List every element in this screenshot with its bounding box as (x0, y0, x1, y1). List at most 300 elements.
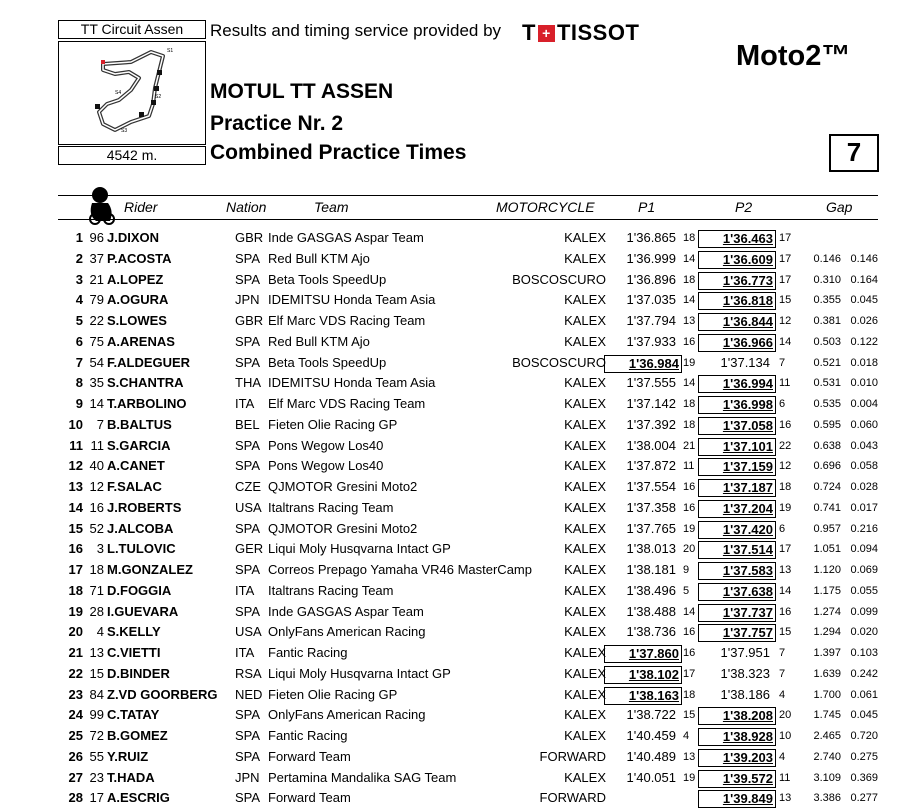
motorcycle-cell: KALEX (564, 396, 606, 411)
rider-name-cell: B.GOMEZ (107, 728, 168, 743)
nation-cell: JPN (235, 769, 260, 785)
rider-number-cell: 71 (89, 582, 104, 598)
rider-number-cell: 21 (89, 271, 104, 287)
svg-text:S1: S1 (167, 48, 174, 54)
table-row (0, 747, 909, 768)
p2-time-cell: 1'37.159 (698, 458, 776, 476)
p2-time-cell: 1'36.966 (698, 334, 776, 352)
rider-number-cell: 28 (89, 603, 104, 619)
p1-time-cell: 1'37.860 (604, 645, 682, 663)
table-row (0, 768, 909, 789)
gap-first-cell: 1.175 (813, 584, 841, 597)
p1-lap-cell: 13 (683, 750, 696, 763)
gap-previous-cell: 0.010 (850, 377, 878, 390)
gap-first-cell: 1.397 (813, 647, 841, 659)
gap-previous-cell: 0.242 (850, 667, 878, 680)
rider-name-cell: I.GUEVARA (107, 603, 179, 619)
rider-number-cell: 18 (89, 562, 104, 577)
motorcycle-cell: KALEX (564, 250, 606, 266)
position-cell: 9 (75, 396, 83, 411)
p2-time-cell: 1'37.101 (698, 438, 776, 456)
motorcycle-cell: KALEX (564, 520, 606, 536)
p2-time-cell: 1'39.849 (698, 790, 776, 808)
p1-time-cell: 1'38.004 (626, 437, 676, 453)
p2-lap-cell: 13 (779, 564, 792, 576)
gap-previous-cell: 0.720 (850, 730, 878, 742)
rider-number-cell: 3 (96, 541, 104, 557)
rider-name-cell: J.ROBERTS (107, 499, 182, 515)
team-cell: Fantic Racing (268, 728, 348, 743)
gap-previous-cell: 0.028 (850, 481, 878, 493)
p1-time-cell: 1'37.142 (626, 396, 676, 411)
p1-time-cell: 1'37.794 (626, 313, 676, 328)
p1-lap-cell: 14 (683, 377, 696, 390)
rider-name-cell: A.OGURA (107, 292, 169, 308)
rider-name-cell: P.ACOSTA (107, 250, 172, 266)
svg-text:S4: S4 (115, 90, 122, 96)
p1-time-cell: 1'37.358 (626, 499, 676, 515)
column-motorcycle: MOTORCYCLE (496, 199, 595, 215)
table-row (0, 228, 909, 249)
gap-first-cell: 2.465 (813, 730, 841, 742)
gap-previous-cell: 0.277 (850, 792, 878, 805)
motorcycle-cell: KALEX (564, 479, 606, 494)
rider-number-cell: 54 (89, 354, 104, 370)
team-cell: Pertamina Mandalika SAG Team (268, 769, 457, 785)
motorcycle-cell: KALEX (564, 728, 606, 743)
team-cell: Fieten Olie Racing GP (268, 686, 398, 702)
motorcycle-cell: KALEX (564, 292, 606, 308)
team-cell: Pons Wegow Los40 (268, 458, 384, 474)
rider-number-cell: 99 (89, 707, 104, 723)
nation-cell: SPA (235, 790, 261, 806)
rider-number-cell: 37 (89, 250, 104, 266)
p2-time-cell: 1'37.134 (720, 354, 770, 370)
motorcycle-cell: FORWARD (539, 748, 606, 764)
p1-lap-cell: 15 (683, 709, 696, 722)
gap-previous-cell: 0.146 (850, 252, 878, 265)
p1-lap-cell: 21 (683, 439, 696, 452)
p2-lap-cell: 4 (779, 688, 786, 701)
table-row (0, 602, 909, 623)
position-cell: 12 (68, 458, 83, 474)
p2-lap-cell: 4 (779, 750, 786, 763)
p1-lap-cell: 13 (683, 315, 696, 327)
table-row (0, 456, 909, 477)
p2-lap-cell: 17 (779, 252, 792, 265)
rider-name-cell: C.VIETTI (107, 645, 161, 660)
position-cell: 15 (68, 520, 83, 536)
table-row (0, 249, 909, 270)
track-length: 4542 m. (58, 146, 206, 165)
position-cell: 6 (75, 333, 83, 349)
position-cell: 23 (68, 686, 83, 702)
rider-name-cell: F.ALDEGUER (107, 354, 191, 370)
rider-name-cell: T.ARBOLINO (107, 396, 187, 411)
p2-lap-cell: 22 (779, 439, 792, 452)
p1-time-cell: 1'38.102 (604, 666, 682, 684)
table-row (0, 726, 909, 747)
gap-previous-cell: 0.216 (850, 522, 878, 535)
nation-cell: SPA (235, 562, 261, 577)
position-cell: 10 (68, 416, 83, 432)
gap-previous-cell: 0.017 (850, 501, 878, 514)
gap-first-cell: 0.531 (813, 377, 841, 390)
position-cell: 14 (68, 499, 83, 515)
tissot-brand-text: TISSOT (556, 20, 640, 45)
team-cell: Red Bull KTM Ajo (268, 333, 370, 349)
rider-name-cell: T.HADA (107, 769, 155, 785)
p2-lap-cell: 7 (779, 667, 786, 680)
column-team: Team (314, 199, 349, 215)
table-row (0, 664, 909, 685)
p1-time-cell: 1'38.181 (626, 562, 676, 577)
p2-lap-cell: 17 (779, 273, 792, 286)
position-cell: 17 (68, 562, 83, 577)
gap-previous-cell: 0.103 (850, 647, 878, 659)
rider-name-cell: D.BINDER (107, 665, 170, 681)
p1-time-cell: 1'36.865 (626, 230, 676, 245)
motorcycle-cell: KALEX (564, 686, 606, 702)
gap-first-cell: 0.503 (813, 335, 841, 348)
rider-number-cell: 17 (89, 790, 104, 806)
team-cell: Fieten Olie Racing GP (268, 416, 398, 432)
table-row (0, 332, 909, 353)
motorcycle-cell: KALEX (564, 499, 606, 515)
nation-cell: ITA (235, 396, 255, 411)
rider-number-cell: 35 (89, 375, 104, 391)
gap-first-cell: 1.294 (813, 626, 841, 639)
motorcycle-cell: BOSCOSCURO (512, 271, 606, 287)
rider-number-cell: 13 (89, 645, 104, 660)
nation-cell: RSA (235, 665, 262, 681)
team-cell: Elf Marc VDS Racing Team (268, 313, 426, 328)
p2-time-cell: 1'36.994 (698, 375, 776, 393)
table-row (0, 394, 909, 415)
gap-previous-cell: 0.045 (850, 294, 878, 307)
rider-number-cell: 79 (89, 292, 104, 308)
team-cell: Liqui Moly Husqvarna Intact GP (268, 665, 451, 681)
p2-time-cell: 1'38.928 (698, 728, 776, 746)
gap-first-cell: 0.638 (813, 439, 841, 452)
p2-time-cell: 1'37.187 (698, 479, 776, 497)
p2-time-cell: 1'37.204 (698, 500, 776, 518)
position-cell: 11 (69, 437, 83, 453)
gap-previous-cell: 0.061 (850, 688, 878, 701)
p1-lap-cell: 19 (683, 522, 696, 535)
position-cell: 2 (75, 250, 83, 266)
nation-cell: GBR (235, 313, 264, 328)
gap-first-cell: 1.274 (813, 605, 841, 618)
gap-first-cell: 0.741 (813, 501, 841, 514)
p2-time-cell: 1'36.844 (698, 313, 776, 331)
rider-name-cell: L.TULOVIC (107, 541, 176, 557)
session-title: Practice Nr. 2 (210, 112, 344, 135)
team-cell: Liqui Moly Husqvarna Intact GP (268, 541, 451, 557)
gap-first-cell: 0.595 (813, 418, 841, 431)
team-cell: QJMOTOR Gresini Moto2 (268, 479, 418, 494)
rider-name-cell: S.LOWES (107, 313, 167, 328)
rider-number-cell: 16 (89, 499, 104, 515)
motorcycle-cell: KALEX (564, 313, 606, 328)
team-cell: IDEMITSU Honda Team Asia (268, 375, 436, 391)
rider-number-cell: 4 (96, 624, 104, 640)
motorcycle-cell: KALEX (564, 769, 606, 785)
p1-time-cell: 1'38.496 (626, 582, 676, 598)
column-nation: Nation (226, 199, 267, 215)
p2-lap-cell: 16 (779, 418, 792, 431)
table-row (0, 705, 909, 726)
swiss-cross-icon: + (538, 25, 555, 42)
p2-lap-cell: 7 (779, 647, 786, 659)
p2-lap-cell: 12 (779, 315, 792, 327)
p2-lap-cell: 14 (779, 584, 792, 597)
position-cell: 27 (68, 769, 83, 785)
table-row (0, 788, 909, 809)
rider-name-cell: D.FOGGIA (107, 582, 172, 598)
rider-name-cell: F.SALAC (107, 479, 162, 494)
team-cell: Pons Wegow Los40 (268, 437, 384, 453)
rider-name-cell: M.GONZALEZ (107, 562, 193, 577)
column-rider: Rider (124, 199, 158, 215)
rider-number-cell: 40 (89, 458, 104, 474)
p2-time-cell: 1'36.773 (698, 272, 776, 290)
motorcycle-cell: KALEX (564, 603, 606, 619)
p2-lap-cell: 11 (779, 771, 791, 784)
nation-cell: JPN (235, 292, 260, 308)
position-cell: 4 (75, 292, 83, 308)
nation-cell: USA (235, 499, 262, 515)
column-gap: Gap (826, 199, 853, 215)
table-row (0, 373, 909, 394)
nation-cell: SPA (235, 437, 261, 453)
nation-cell: BEL (235, 416, 260, 432)
nation-cell: ITA (235, 582, 255, 598)
rider-number-cell: 75 (89, 333, 104, 349)
motorcycle-cell: KALEX (564, 437, 606, 453)
motorcycle-cell: KALEX (564, 230, 606, 245)
gap-first-cell: 0.724 (813, 481, 841, 493)
p1-lap-cell: 4 (683, 730, 690, 742)
p1-lap-cell: 19 (683, 356, 696, 369)
position-cell: 8 (75, 375, 83, 391)
p2-lap-cell: 15 (779, 626, 792, 639)
team-cell: OnlyFans American Racing (268, 624, 426, 640)
motorcycle-cell: FORWARD (539, 790, 606, 806)
table-row (0, 581, 909, 602)
table-row (0, 311, 909, 332)
tissot-t-icon: T (522, 20, 536, 45)
p1-lap-cell: 20 (683, 543, 696, 556)
gap-first-cell: 1.639 (813, 667, 841, 680)
p1-time-cell: 1'37.035 (626, 292, 676, 308)
table-row (0, 415, 909, 436)
p1-lap-cell: 18 (683, 398, 696, 410)
motorcycle-cell: KALEX (564, 541, 606, 557)
rider-number-cell: 14 (89, 396, 104, 411)
p1-lap-cell: 19 (683, 771, 696, 784)
p2-lap-cell: 6 (779, 522, 786, 535)
gap-first-cell: 1.120 (813, 564, 841, 576)
p1-time-cell: 1'37.392 (626, 416, 676, 432)
rider-number-cell: 12 (89, 479, 104, 494)
gap-previous-cell: 0.369 (850, 771, 878, 784)
p1-time-cell: 1'37.765 (626, 520, 676, 536)
gap-previous-cell: 0.043 (850, 439, 878, 452)
p1-time-cell: 1'37.555 (626, 375, 676, 391)
position-cell: 21 (68, 645, 83, 660)
p2-lap-cell: 11 (779, 377, 791, 390)
table-row (0, 498, 909, 519)
track-map-image (58, 41, 206, 145)
p1-time-cell: 1'38.488 (626, 603, 676, 619)
p1-lap-cell: 14 (683, 294, 696, 307)
gap-previous-cell: 0.004 (850, 398, 878, 410)
table-row (0, 539, 909, 560)
motorcycle-cell: KALEX (564, 562, 606, 577)
position-cell: 25 (68, 728, 83, 743)
gap-previous-cell: 0.058 (850, 460, 878, 473)
p1-lap-cell: 18 (683, 273, 696, 286)
gap-first-cell: 0.696 (813, 460, 841, 473)
p2-lap-cell: 6 (779, 398, 786, 410)
team-cell: OnlyFans American Racing (268, 707, 426, 723)
gap-first-cell: 3.386 (813, 792, 841, 805)
nation-cell: SPA (235, 458, 261, 474)
page-number: 7 (829, 134, 879, 172)
nation-cell: THA (235, 375, 261, 391)
gap-previous-cell: 0.026 (850, 315, 878, 327)
table-row (0, 519, 909, 540)
p1-time-cell: 1'36.896 (626, 271, 676, 287)
header-rule-bottom (58, 219, 878, 220)
table-row (0, 270, 909, 291)
p1-time-cell: 1'40.051 (626, 769, 676, 785)
gap-previous-cell: 0.094 (850, 543, 878, 556)
team-cell: Fantic Racing (268, 645, 348, 660)
gap-previous-cell: 0.060 (850, 418, 878, 431)
position-cell: 24 (68, 707, 83, 723)
session-subtitle: Combined Practice Times (210, 141, 467, 164)
rider-name-cell: S.CHANTRA (107, 375, 184, 391)
p2-time-cell: 1'38.208 (698, 707, 776, 725)
nation-cell: GBR (235, 230, 264, 245)
position-cell: 26 (68, 748, 83, 764)
nation-cell: SPA (235, 728, 261, 743)
position-cell: 20 (68, 624, 83, 640)
rider-helmet-icon (86, 185, 116, 230)
gap-previous-cell: 0.020 (850, 626, 878, 639)
svg-text:S3: S3 (121, 128, 128, 134)
circuit-name: TT Circuit Assen (58, 20, 206, 39)
gap-first-cell: 0.957 (813, 522, 841, 535)
p1-lap-cell: 16 (683, 335, 696, 348)
motorcycle-cell: KALEX (564, 333, 606, 349)
p1-time-cell: 1'38.163 (604, 687, 682, 705)
gap-previous-cell: 0.122 (850, 335, 878, 348)
p2-lap-cell: 12 (779, 460, 792, 473)
position-cell: 16 (68, 541, 83, 557)
p1-time-cell: 1'38.013 (626, 541, 676, 557)
motorcycle-cell: KALEX (564, 665, 606, 681)
rider-number-cell: 96 (89, 230, 104, 245)
motorcycle-cell: KALEX (564, 458, 606, 474)
p1-lap-cell: 14 (683, 605, 696, 618)
table-row (0, 685, 909, 706)
p1-time-cell: 1'40.459 (626, 728, 676, 743)
position-cell: 3 (75, 271, 83, 287)
motorcycle-cell: KALEX (564, 416, 606, 432)
position-cell: 5 (75, 313, 83, 328)
p2-lap-cell: 17 (779, 543, 792, 556)
rider-name-cell: A.ESCRIG (107, 790, 170, 806)
event-title: MOTUL TT ASSEN (210, 80, 394, 103)
team-cell: QJMOTOR Gresini Moto2 (268, 520, 418, 536)
rider-number-cell: 23 (89, 769, 104, 785)
rider-number-cell: 22 (89, 313, 104, 328)
p2-lap-cell: 20 (779, 709, 792, 722)
p2-time-cell: 1'39.572 (698, 770, 776, 788)
position-cell: 1 (75, 230, 83, 245)
position-cell: 19 (68, 603, 83, 619)
p2-lap-cell: 17 (779, 232, 792, 244)
rider-number-cell: 15 (89, 665, 104, 681)
team-cell: Red Bull KTM Ajo (268, 250, 370, 266)
nation-cell: SPA (235, 271, 261, 287)
nation-cell: NED (235, 686, 263, 702)
gap-previous-cell: 0.018 (850, 356, 878, 369)
table-row (0, 290, 909, 311)
table-row (0, 643, 909, 664)
nation-cell: ITA (235, 645, 255, 660)
p1-time-cell: 1'36.999 (626, 250, 676, 266)
rider-number-cell: 11 (90, 437, 104, 453)
p2-lap-cell: 13 (779, 792, 792, 805)
svg-text:S2: S2 (155, 94, 162, 100)
team-cell: Italtrans Racing Team (268, 499, 394, 515)
position-cell: 13 (68, 479, 83, 494)
gap-first-cell: 3.109 (813, 771, 841, 784)
position-cell: 22 (68, 665, 83, 681)
p1-time-cell: 1'36.984 (604, 355, 682, 373)
gap-first-cell: 0.310 (813, 273, 841, 286)
p1-lap-cell: 11 (683, 460, 695, 473)
p2-time-cell: 1'36.818 (698, 292, 776, 310)
gap-previous-cell: 0.164 (850, 273, 878, 286)
position-cell: 18 (68, 582, 83, 598)
p2-lap-cell: 18 (779, 481, 792, 493)
gap-previous-cell: 0.099 (850, 605, 878, 618)
p2-lap-cell: 19 (779, 501, 792, 514)
class-title: Moto2™ (736, 40, 851, 72)
motorcycle-cell: KALEX (564, 645, 606, 660)
motorcycle-cell: KALEX (564, 582, 606, 598)
nation-cell: SPA (235, 603, 261, 619)
rider-name-cell: B.BALTUS (107, 416, 172, 432)
gap-first-cell: 1.745 (813, 709, 841, 722)
p2-lap-cell: 14 (779, 335, 792, 348)
rider-number-cell: 55 (89, 748, 104, 764)
track-map-icon (59, 42, 205, 144)
p2-time-cell: 1'39.203 (698, 749, 776, 767)
tissot-logo (522, 20, 639, 46)
p2-lap-cell: 16 (779, 605, 792, 618)
rider-number-cell: 84 (89, 686, 104, 702)
rider-name-cell: J.ALCOBA (107, 520, 174, 536)
gap-previous-cell: 0.045 (850, 709, 878, 722)
p1-time-cell: 1'38.736 (626, 624, 676, 640)
rider-name-cell: Y.RUIZ (107, 748, 149, 764)
